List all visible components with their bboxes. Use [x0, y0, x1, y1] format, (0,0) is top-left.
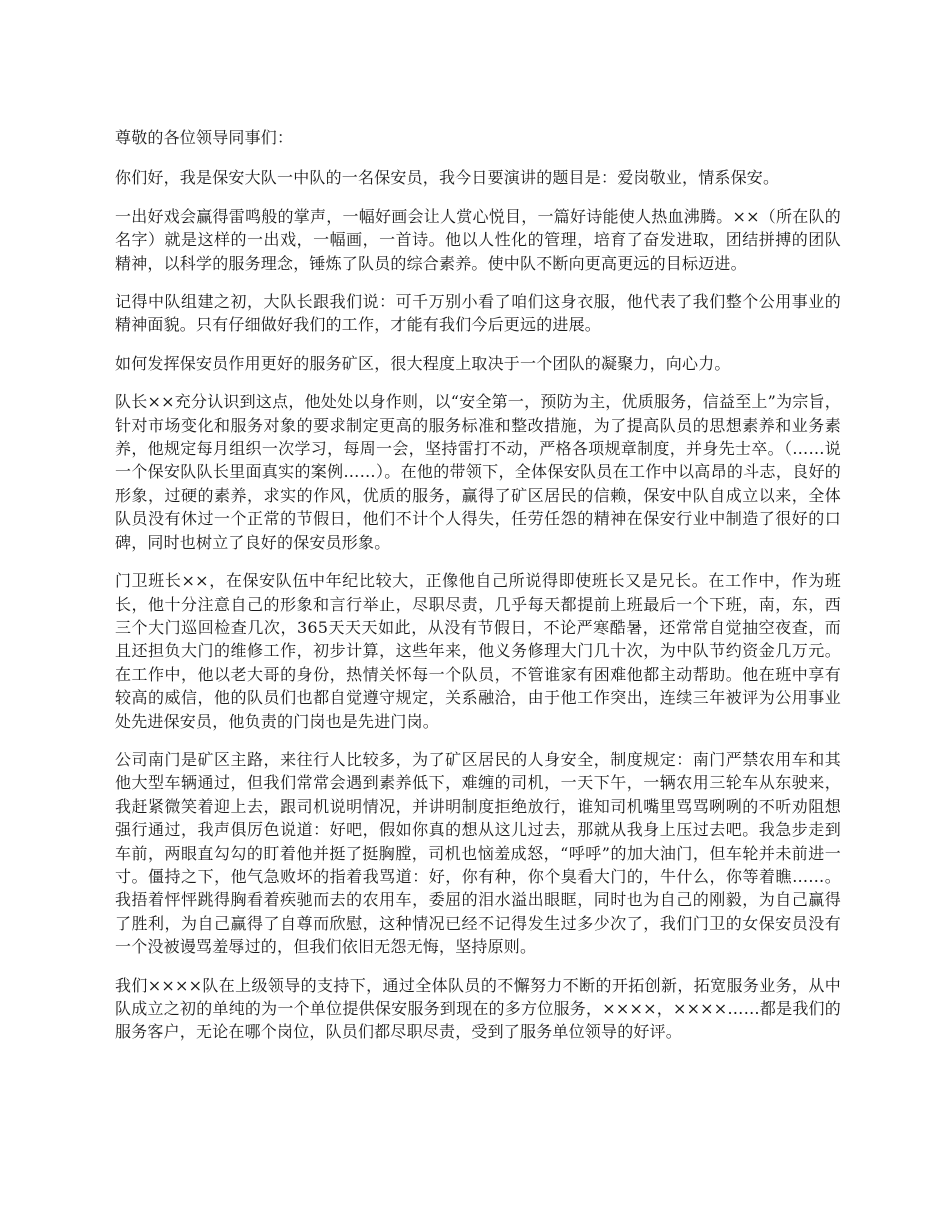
paragraph-cohesion: 如何发挥保安员作用更好的服务矿区，很大程度上取决于一个团队的凝聚力，向心力。 [115, 353, 731, 373]
document-body [115, 126, 841, 1059]
paragraph-south-gate: 公司南门是矿区主路，来往行人比较多，为了矿区居民的人身安全，制度规定：南门严禁农用车和其他大型车辆通过，但我们常常会遇到素养低下，难缠的司机，一天下午，一辆农用三轮车从东驶来，我赶紧微笑着迎上去，跟司机说明情况，并讲明制度拒绝放行，谁知司机嘴里骂骂咧咧的不听劝阻想强行通过，我声俱厉色说道：好吧，假如你真的想从这儿过去，那就从我身上压过去吧。我急步走到车前，两眼直勾勾的盯着他并挺了挺胸膛，司机也恼羞成怒，“呼呼”的加大油门，但车轮并未前进一寸。僵持之下，他气急败坏的指着我骂道：好，你有种，你个臭看大门的，牛什么，你等着瞧……。我捂着怦怦跳得胸看着疾驰而去的农用车，委屈的泪水溢出眼眶，同时也为自己的刚毅，为自己赢得了胜利，为自己赢得了自尊而欣慰，这种情况已经不记得发生过多少次了，我们门卫的女保安员没有一个没被谩骂羞辱过的，但我们依旧无怨无悔，坚持原则。 [115, 749, 841, 957]
paragraph-intro: 一出好戏会赢得雷鸣般的掌声，一幅好画会让人赏心悦目，一篇好诗能使人热血沸腾。××（所在队的名字）就是这样的一出戏，一幅画，一首诗。他以人性化的管理，培育了奋发进取，团结拼搏的团队精神，以科学的服务理念，锤炼了队员的综合素养。使中队不断向更高更远的目标迈进。 [115, 206, 841, 273]
paragraph-greeting: 你们好，我是保安大队一中队的一名保安员，我今日要演讲的题目是：爱岗敬业，情系保安。 [115, 168, 780, 188]
paragraph-captain: 队长××充分认识到这点，他处处以身作则，以“安全第一，预防为主，优质服务，信益至上”为宗旨，针对市场变化和服务对象的要求制定更高的服务标准和整改措施，为了提高队员的思想素养和业务素养，他规定每月组织一次学习，每周一会，坚持雷打不动，严格各项规章制度，并身先士卒。（……说一个保安队队长里面真实的案例……）。在他的带领下，全体保安队员在工作中以高昂的斗志，良好的形象，过硬的素养，求实的作风，优质的服务，赢得了矿区居民的信赖，保安中队自成立以来，全体队员没有休过一个正常的节假日，他们不计个人得失，任劳任怨的精神在保安行业中制造了很好的口碑，同时也树立了良好的保安员形象。 [115, 392, 841, 552]
salutation: 尊敬的各位领导同事们： [115, 128, 294, 147]
paragraph-gate-leader: 门卫班长××，在保安队伍中年纪比较大，正像他自己所说得即使班长又是兄长。在工作中，作为班长，他十分注意自己的形象和言行举止，尽职尽责，几乎每天都提前上班最后一个下班，南，东，西三个大门巡回检查几次，365天天天如此，从没有节假日，不论严寒酷暑，还常常自觉抽空夜查，而且还担负大门的维修工作，初步计算，这些年来，他义务修理大门几十次，为中队节约资金几万元。在工作中，他以老大哥的身份，热情关怀每一个队员，不管谁家有困难他都主动帮助。他在班中享有较高的威信，他的队员们也都自觉遵守规定，关系融洽，由于他工作突出，连续三年被评为公用事业处先进保安员，他负责的门岗也是先进门岗。 [115, 571, 841, 731]
paragraph-team-service: 我们××××队在上级领导的支持下，通过全体队员的不懈努力不断的开拓创新，拓宽服务业务，从中队成立之初的单纯的为一个单位提供保安服务到现在的多方位服务，××××，××××……都是我们的服务客户，无论在哪个岗位，队员们都尽职尽责，受到了服务单位领导的好评。 [115, 975, 841, 1042]
paragraph-founding: 记得中队组建之初，大队长跟我们说：可千万别小看了咱们这身衣服，他代表了我们整个公用事业的精神面貌。只有仔细做好我们的工作，才能有我们今后更远的进展。 [115, 292, 841, 335]
